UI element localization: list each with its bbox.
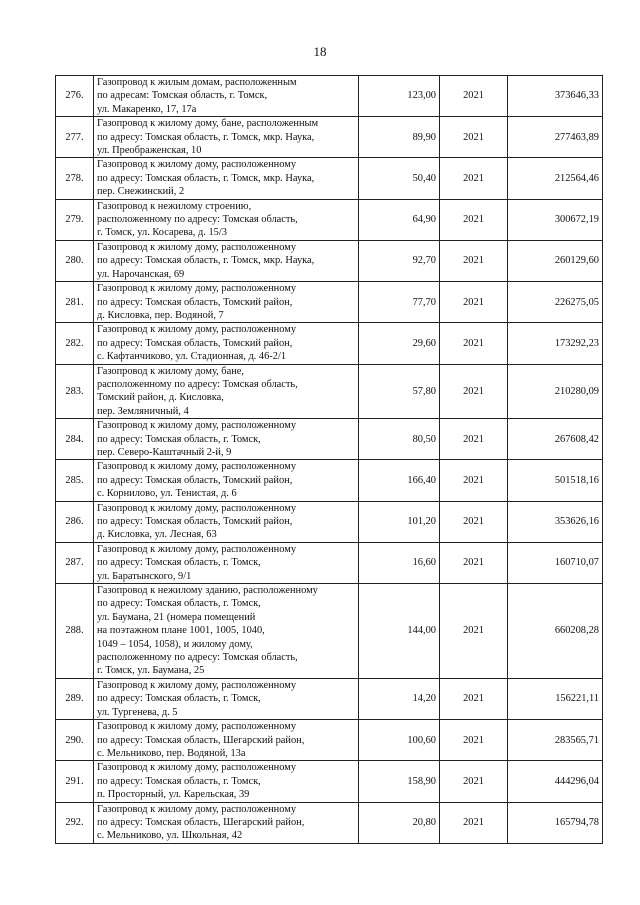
year-cell: 2021 (440, 501, 508, 542)
page-number: 18 (313, 44, 327, 59)
cost-cell: 165794,78 (508, 802, 603, 843)
year-cell: 2021 (440, 584, 508, 679)
year-cell: 2021 (440, 720, 508, 761)
length-cell: 77,70 (359, 282, 440, 323)
table-row (56, 501, 603, 542)
row-number-cell: 291. (56, 761, 94, 802)
row-number-cell: 290. (56, 720, 94, 761)
cost-cell: 373646,33 (508, 76, 603, 117)
row-number-cell: 292. (56, 802, 94, 843)
table-row (56, 584, 603, 679)
row-number-cell: 281. (56, 282, 94, 323)
year-cell: 2021 (440, 460, 508, 501)
year-cell: 2021 (440, 802, 508, 843)
table-row (56, 240, 603, 281)
length-cell: 29,60 (359, 323, 440, 364)
length-cell: 14,20 (359, 678, 440, 719)
length-cell: 158,90 (359, 761, 440, 802)
row-number-cell: 280. (56, 240, 94, 281)
length-cell: 64,90 (359, 199, 440, 240)
row-number-cell: 289. (56, 678, 94, 719)
length-cell: 20,80 (359, 802, 440, 843)
gas-pipeline-table (55, 75, 603, 844)
description-cell: Газопровод к жилому дому, расположенному по адресу: Томская область, Шегарский район, с. Мельниково, ул. Школьная, 42 (94, 802, 359, 843)
description-cell: Газопровод к жилому дому, бане, расположенным по адресу: Томская область, г. Томск, мкр. Наука, ул. Преображенская, 10 (94, 117, 359, 158)
description-cell: Газопровод к жилому дому, бане, расположенному по адресу: Томская область, Томский район, д. Кисловка, пер. Земляничный, 4 (94, 364, 359, 419)
table-row (56, 158, 603, 199)
row-number-cell: 285. (56, 460, 94, 501)
cost-cell: 210280,09 (508, 364, 603, 419)
description-cell: Газопровод к жилому дому, расположенному по адресу: Томская область, г. Томск, мкр. Наука, пер. Снежинский, 2 (94, 158, 359, 199)
cost-cell: 277463,89 (508, 117, 603, 158)
year-cell: 2021 (440, 761, 508, 802)
description-cell: Газопровод к жилому дому, расположенному по адресу: Томская область, г. Томск, п. Просторный, ул. Карельская, 39 (94, 761, 359, 802)
table-row (56, 761, 603, 802)
description-cell: Газопровод к нежилому зданию, расположенному по адресу: Томская область, г. Томск, ул. Баумана, 21 (номера помещений на поэтажном плане 1001, 1005, 1040, 1049 – 1054, 1058), и жилому дому, расположенному по адресу: Томская область, г. Томск, ул. Баумана, 25 (94, 584, 359, 679)
description-cell: Газопровод к жилому дому, расположенному по адресу: Томская область, г. Томск, мкр. Наука, ул. Нарочанская, 69 (94, 240, 359, 281)
cost-cell: 173292,23 (508, 323, 603, 364)
table-row (56, 323, 603, 364)
year-cell: 2021 (440, 76, 508, 117)
description-cell: Газопровод к жилому дому, расположенному по адресу: Томская область, Томский район, д. Кисловка, пер. Водяной, 7 (94, 282, 359, 323)
length-cell: 144,00 (359, 584, 440, 679)
row-number-cell: 284. (56, 419, 94, 460)
year-cell: 2021 (440, 282, 508, 323)
cost-cell: 660208,28 (508, 584, 603, 679)
table-row (56, 419, 603, 460)
cost-cell: 260129,60 (508, 240, 603, 281)
row-number-cell: 287. (56, 542, 94, 583)
length-cell: 92,70 (359, 240, 440, 281)
year-cell: 2021 (440, 678, 508, 719)
table-body (56, 76, 603, 844)
cost-cell: 300672,19 (508, 199, 603, 240)
cost-cell: 353626,16 (508, 501, 603, 542)
description-cell: Газопровод к нежилому строению, расположенному по адресу: Томская область, г. Томск, ул. Косарева, д. 15/3 (94, 199, 359, 240)
cost-cell: 501518,16 (508, 460, 603, 501)
description-cell: Газопровод к жилому дому, расположенному по адресу: Томская область, Шегарский район, с. Мельниково, пер. Водяной, 13а (94, 720, 359, 761)
table-row (56, 460, 603, 501)
table-row (56, 282, 603, 323)
length-cell: 101,20 (359, 501, 440, 542)
cost-cell: 156221,11 (508, 678, 603, 719)
row-number-cell: 286. (56, 501, 94, 542)
cost-cell: 267608,42 (508, 419, 603, 460)
year-cell: 2021 (440, 199, 508, 240)
row-number-cell: 282. (56, 323, 94, 364)
cost-cell: 283565,71 (508, 720, 603, 761)
year-cell: 2021 (440, 364, 508, 419)
cost-cell: 226275,05 (508, 282, 603, 323)
year-cell: 2021 (440, 158, 508, 199)
length-cell: 166,40 (359, 460, 440, 501)
description-cell: Газопровод к жилому дому, расположенному по адресу: Томская область, г. Томск, ул. Баратынского, 9/1 (94, 542, 359, 583)
length-cell: 80,50 (359, 419, 440, 460)
row-number-cell: 288. (56, 584, 94, 679)
description-cell: Газопровод к жилому дому, расположенному по адресу: Томская область, г. Томск, пер. Северо-Каштачный 2-й, 9 (94, 419, 359, 460)
table-row (56, 199, 603, 240)
cost-cell: 160710,07 (508, 542, 603, 583)
row-number-cell: 279. (56, 199, 94, 240)
description-cell: Газопровод к жилому дому, расположенному по адресу: Томская область, г. Томск, ул. Тургенева, д. 5 (94, 678, 359, 719)
description-cell: Газопровод к жилому дому, расположенному по адресу: Томская область, Томский район, д. Кисловка, ул. Лесная, 63 (94, 501, 359, 542)
length-cell: 57,80 (359, 364, 440, 419)
table-row (56, 117, 603, 158)
row-number-cell: 283. (56, 364, 94, 419)
length-cell: 50,40 (359, 158, 440, 199)
length-cell: 16,60 (359, 542, 440, 583)
cost-cell: 212564,46 (508, 158, 603, 199)
table-row (56, 76, 603, 117)
year-cell: 2021 (440, 542, 508, 583)
table-row (56, 364, 603, 419)
length-cell: 89,90 (359, 117, 440, 158)
year-cell: 2021 (440, 419, 508, 460)
description-cell: Газопровод к жилому дому, расположенному по адресу: Томская область, Томский район, с. Кафтанчиково, ул. Стадионная, д. 46-2/1 (94, 323, 359, 364)
table-row (56, 802, 603, 843)
row-number-cell: 278. (56, 158, 94, 199)
length-cell: 100,60 (359, 720, 440, 761)
description-cell: Газопровод к жилым домам, расположенным по адресам: Томская область, г. Томск, ул. Макаренко, 17, 17а (94, 76, 359, 117)
row-number-cell: 277. (56, 117, 94, 158)
year-cell: 2021 (440, 240, 508, 281)
cost-cell: 444296,04 (508, 761, 603, 802)
year-cell: 2021 (440, 323, 508, 364)
description-cell: Газопровод к жилому дому, расположенному по адресу: Томская область, Томский район, с. Корнилово, ул. Тенистая, д. 6 (94, 460, 359, 501)
table-row (56, 542, 603, 583)
table-row (56, 678, 603, 719)
table-row (56, 720, 603, 761)
year-cell: 2021 (440, 117, 508, 158)
row-number-cell: 276. (56, 76, 94, 117)
length-cell: 123,00 (359, 76, 440, 117)
